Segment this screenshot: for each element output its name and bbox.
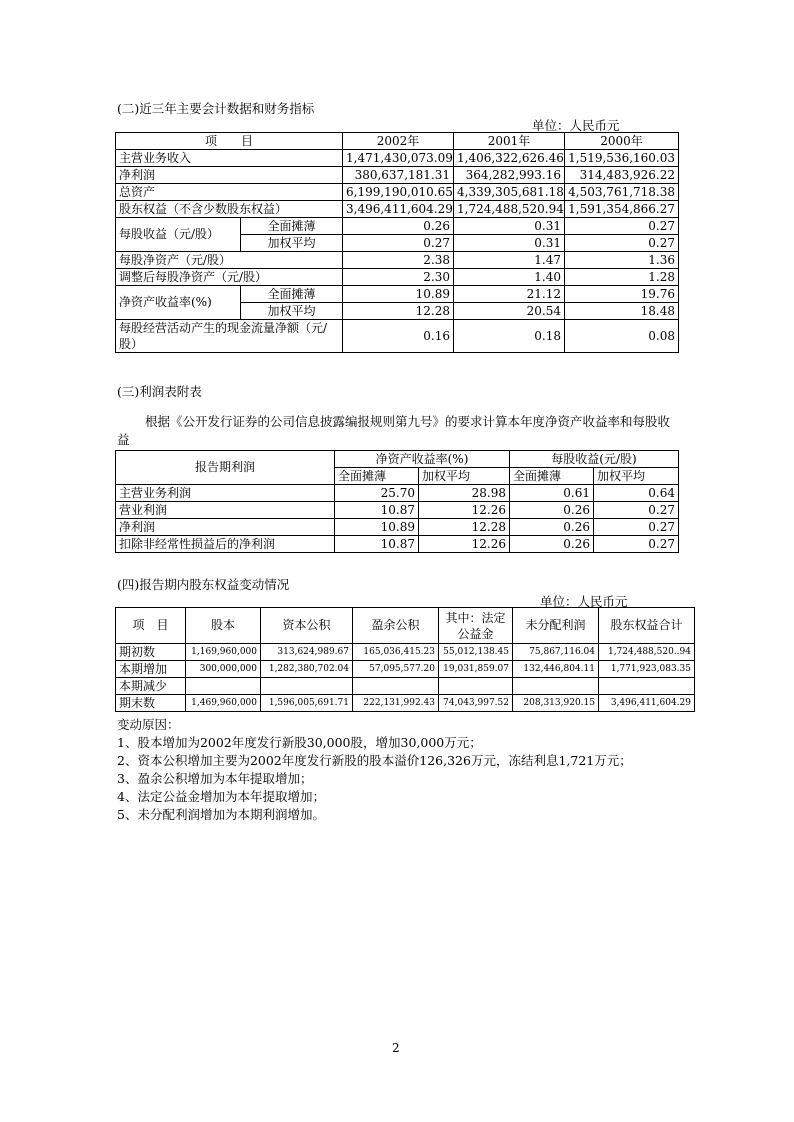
header-2002: 2002年	[343, 133, 454, 150]
cell: 208,313,920.15	[513, 695, 599, 712]
cell: 1,169,960,000	[186, 644, 261, 661]
cell: 1.36	[565, 252, 679, 269]
cell: 1,471,430,073.09	[343, 150, 454, 167]
cell: 28.98	[419, 485, 510, 502]
cell: 55,012,138.45	[439, 644, 513, 661]
section3-heading: (三)利润表附表	[117, 384, 202, 399]
sub-header: 全面摊薄	[335, 468, 419, 485]
table-header-row	[116, 451, 679, 468]
cell: 165,036,415.23	[353, 644, 439, 661]
cell: 75,867,116.04	[513, 644, 599, 661]
row-label: 股东权益（不含少数股东权益）	[116, 201, 343, 218]
cell: 0.16	[343, 320, 454, 353]
cell: 0.08	[565, 320, 679, 353]
sub-label: 加权平均	[241, 303, 343, 320]
financial-indicators-table	[115, 132, 679, 353]
row-label: 每股净资产（元/股）	[116, 252, 343, 269]
cell: 1,724,488,520..94	[599, 644, 695, 661]
section4-heading: (四)报告期内股东权益变动情况	[117, 577, 290, 592]
table-row	[116, 252, 679, 269]
section2-unit: 单位：人民币元	[532, 118, 620, 133]
header-report-profit: 报告期利润	[116, 451, 335, 485]
cell: 6,199,190,010.65	[343, 184, 454, 201]
equity-changes-table	[115, 607, 695, 712]
sub-header: 全面摊薄	[510, 468, 594, 485]
header-share-capital: 股本	[186, 608, 261, 644]
cell	[513, 678, 599, 695]
cell: 21.12	[454, 286, 565, 303]
cell: 4,339,305,681.18	[454, 184, 565, 201]
header-roe-group: 净资产收益率(%)	[335, 451, 510, 468]
cell: 4,503,761,718.38	[565, 184, 679, 201]
cell: 12.26	[419, 536, 510, 553]
cell: 3,496,411,604.29	[599, 695, 695, 712]
cell: 380,637,181.31	[343, 167, 454, 184]
cell: 0.27	[565, 235, 679, 252]
cell: 0.27	[594, 519, 679, 536]
row-label: 期初数	[116, 644, 186, 661]
cell: 1,591,354,866.27	[565, 201, 679, 218]
cell: 300,000,000	[186, 661, 261, 678]
cell: 1.40	[454, 269, 565, 286]
cell: 0.31	[454, 218, 565, 235]
cell: 12.28	[343, 303, 454, 320]
cell	[439, 678, 513, 695]
cell: 2.30	[343, 269, 454, 286]
cell: 0.26	[510, 536, 594, 553]
sub-label: 全面摊薄	[241, 218, 343, 235]
cell	[353, 678, 439, 695]
cell: 364,282,993.16	[454, 167, 565, 184]
cell: 10.89	[343, 286, 454, 303]
cell: 18.48	[565, 303, 679, 320]
cell: 25.70	[335, 485, 419, 502]
cell: 2.38	[343, 252, 454, 269]
cell	[261, 678, 353, 695]
row-label: 本期减少	[116, 678, 186, 695]
header-capital-reserve: 资本公积	[261, 608, 353, 644]
cell	[599, 678, 695, 695]
header-2001: 2001年	[454, 133, 565, 150]
row-label: 每股经营活动产生的现金流量净额（元/股）	[116, 320, 343, 353]
reason-item: 5、未分配利润增加为本期利润增加。	[117, 807, 325, 822]
table-row	[116, 536, 679, 553]
table-header-row	[116, 608, 695, 644]
cell: 0.27	[343, 235, 454, 252]
cell: 313,624,989.67	[261, 644, 353, 661]
cell: 314,483,926.22	[565, 167, 679, 184]
page-number: 2	[392, 1041, 400, 1055]
header-item: 项 目	[116, 608, 186, 644]
cell: 0.31	[454, 235, 565, 252]
header-2000: 2000年	[565, 133, 679, 150]
cell: 1,406,322,626.46	[454, 150, 565, 167]
table-row	[116, 201, 679, 218]
header-surplus-reserve: 盈余公积	[353, 608, 439, 644]
section4-unit: 单位：人民币元	[540, 594, 628, 609]
cell: 1,771,923,083.35	[599, 661, 695, 678]
cell: 12.26	[419, 502, 510, 519]
reason-item: 1、股本增加为2002年度发行新股30,000股，增加30,000万元；	[117, 735, 482, 750]
row-label: 净利润	[116, 519, 335, 536]
cell: 0.64	[594, 485, 679, 502]
section2-heading: (二)近三年主要会计数据和财务指标	[117, 101, 315, 116]
cell: 10.87	[335, 536, 419, 553]
cell: 222,131,992.43	[353, 695, 439, 712]
table-row	[116, 320, 679, 353]
table-row	[116, 644, 695, 661]
header-eps-group: 每股收益(元/股)	[510, 451, 679, 468]
cell: 0.27	[565, 218, 679, 235]
row-label: 调整后每股净资产（元/股）	[116, 269, 343, 286]
reason-item: 3、盈余公积增加为本年提取增加；	[117, 771, 313, 786]
cell: 0.26	[510, 519, 594, 536]
row-label: 总资产	[116, 184, 343, 201]
cell: 20.54	[454, 303, 565, 320]
row-label: 主营业务收入	[116, 150, 343, 167]
sub-label: 加权平均	[241, 235, 343, 252]
table-row	[116, 150, 679, 167]
cell: 0.61	[510, 485, 594, 502]
cell: 19.76	[565, 286, 679, 303]
reason-item: 4、法定公益金增加为本年提取增加；	[117, 789, 325, 804]
cell: 0.27	[594, 502, 679, 519]
cell: 1.28	[565, 269, 679, 286]
cell: 1.47	[454, 252, 565, 269]
header-welfare-fund: 其中：法定公益金	[439, 608, 513, 644]
roe-label: 净资产收益率(%)	[116, 286, 241, 320]
table-row	[116, 167, 679, 184]
cell: 0.18	[454, 320, 565, 353]
table-header-row	[116, 133, 679, 150]
change-reasons	[117, 716, 632, 824]
row-label: 期末数	[116, 695, 186, 712]
cell: 1,469,960,000	[186, 695, 261, 712]
table-row	[116, 218, 679, 235]
table-row	[116, 184, 679, 201]
table-row	[116, 695, 695, 712]
table-row	[116, 661, 695, 678]
cell: 57,095,577.20	[353, 661, 439, 678]
cell: 0.26	[343, 218, 454, 235]
cell: 10.89	[335, 519, 419, 536]
cell: 132,446,804.11	[513, 661, 599, 678]
table-row	[116, 502, 679, 519]
cell	[186, 678, 261, 695]
table-row	[116, 678, 695, 695]
cell: 1,596,005,691.71	[261, 695, 353, 712]
table-row	[116, 269, 679, 286]
reason-item: 2、资本公积增加主要为2002年度发行新股的股本溢价126,326万元，冻结利息1,721万元；	[117, 753, 632, 768]
income-supplement-table	[115, 450, 679, 553]
header-item: 项 目	[116, 133, 343, 150]
sub-label: 全面摊薄	[241, 286, 343, 303]
cell: 3,496,411,604.29	[343, 201, 454, 218]
table-row	[116, 519, 679, 536]
cell: 10.87	[335, 502, 419, 519]
cell: 0.26	[510, 502, 594, 519]
table-row	[116, 286, 679, 303]
reasons-title: 变动原因：	[117, 717, 180, 732]
row-label: 净利润	[116, 167, 343, 184]
cell: 12.28	[419, 519, 510, 536]
row-label: 扣除非经常性损益后的净利润	[116, 536, 335, 553]
section3-intro: 根据《公开发行证券的公司信息披露编报规则第九号》的要求计算本年度净资产收益率和每股收益	[117, 414, 671, 447]
cell: 1,519,536,160.03	[565, 150, 679, 167]
cell: 1,282,380,702.04	[261, 661, 353, 678]
row-label: 营业利润	[116, 502, 335, 519]
table-row	[116, 485, 679, 502]
cell: 74,043,997.52	[439, 695, 513, 712]
eps-label: 每股收益（元/股）	[116, 218, 241, 252]
row-label: 本期增加	[116, 661, 186, 678]
sub-header: 加权平均	[594, 468, 679, 485]
sub-header: 加权平均	[419, 468, 510, 485]
cell: 19,031,859.07	[439, 661, 513, 678]
row-label: 主营业务利润	[116, 485, 335, 502]
cell: 0.27	[594, 536, 679, 553]
header-undistributed-profit: 未分配利润	[513, 608, 599, 644]
header-total-equity: 股东权益合计	[599, 608, 695, 644]
cell: 1,724,488,520.94	[454, 201, 565, 218]
